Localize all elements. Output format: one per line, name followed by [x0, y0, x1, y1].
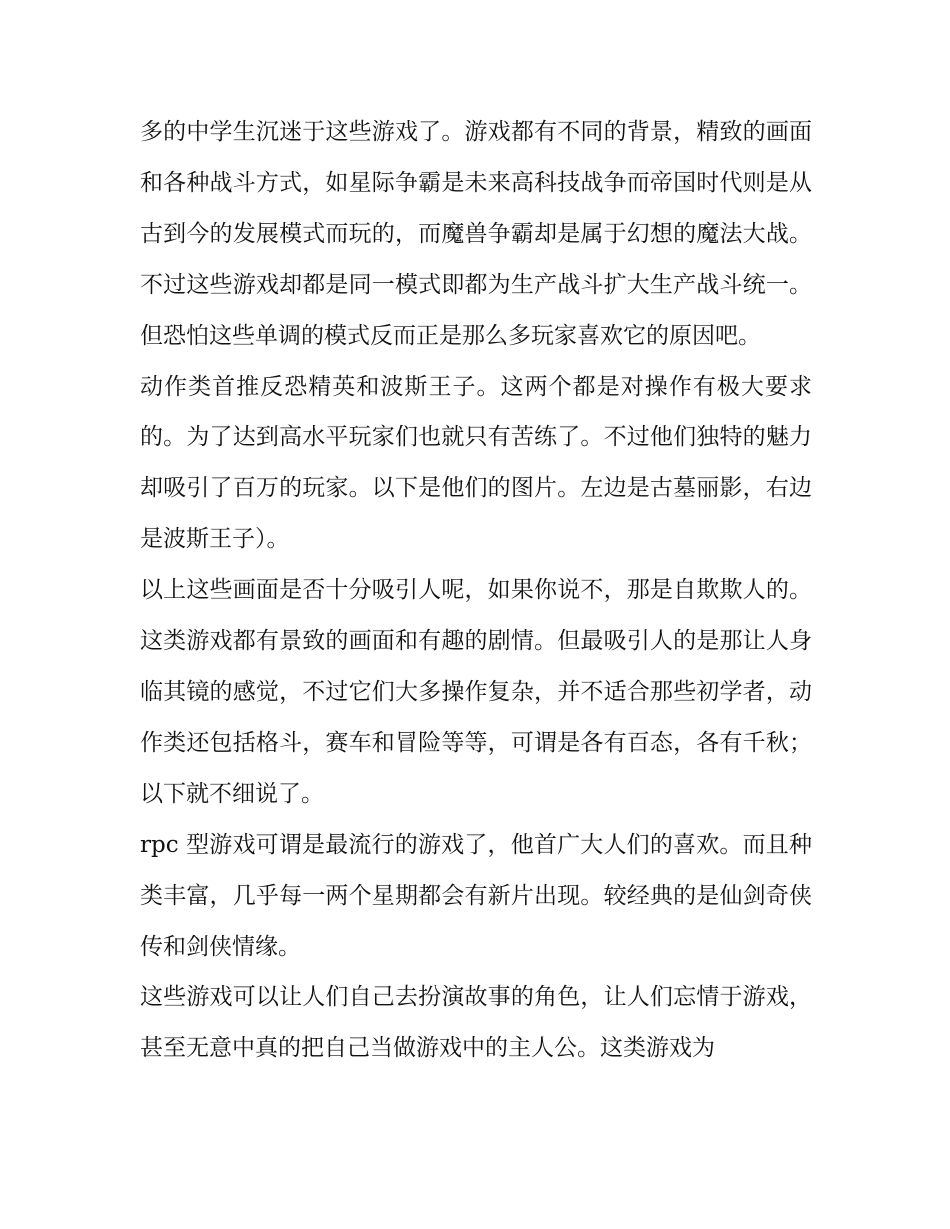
paragraph-3: 以上这些画面是否十分吸引人呢，如果你说不，那是自欺欺人的。这类游戏都有景致的画面和有趣的剧情。但最吸引人的是那让人身临其镜的感觉，不过它们大多操作复杂，并不适合那些初学者，动作类还包括格斗，赛车和冒险等等，可谓是各有百态，各有千秋；以下就不细说了。: [140, 577, 812, 807]
paragraph-5: 这些游戏可以让人们自己去扮演故事的角色，让人们忘情于游戏，甚至无意中真的把自己当做游戏中的主人公。这类游戏为: [140, 984, 812, 1062]
paragraph-1: 多的中学生沉迷于这些游戏了。游戏都有不同的背景，精致的画面和各种战斗方式，如星际争霸是未来高科技战争而帝国时代则是从古到今的发展模式而玩的，而魔兽争霸却是属于幻想的魔法大战。不过这些游戏却都是同一模式即都为生产战斗扩大生产战斗统一。但恐怕这些单调的模式反而正是那么多玩家喜欢它的原因吧。: [140, 119, 812, 349]
paragraph-4: rpc 型游戏可谓是最流行的游戏了，他首广大人们的喜欢。而且种类丰富，几乎每一两个星期都会有新片出现。较经典的是仙剑奇侠传和剑侠情缘。: [140, 831, 812, 960]
document-body: [140, 107, 812, 1074]
paragraph-2: 动作类首推反恐精英和波斯王子。这两个都是对操作有极大要求的。为了达到高水平玩家们也就只有苦练了。不过他们独特的魅力却吸引了百万的玩家。以下是他们的图片。左边是古墓丽影，右边是波斯王子）。: [140, 373, 812, 553]
